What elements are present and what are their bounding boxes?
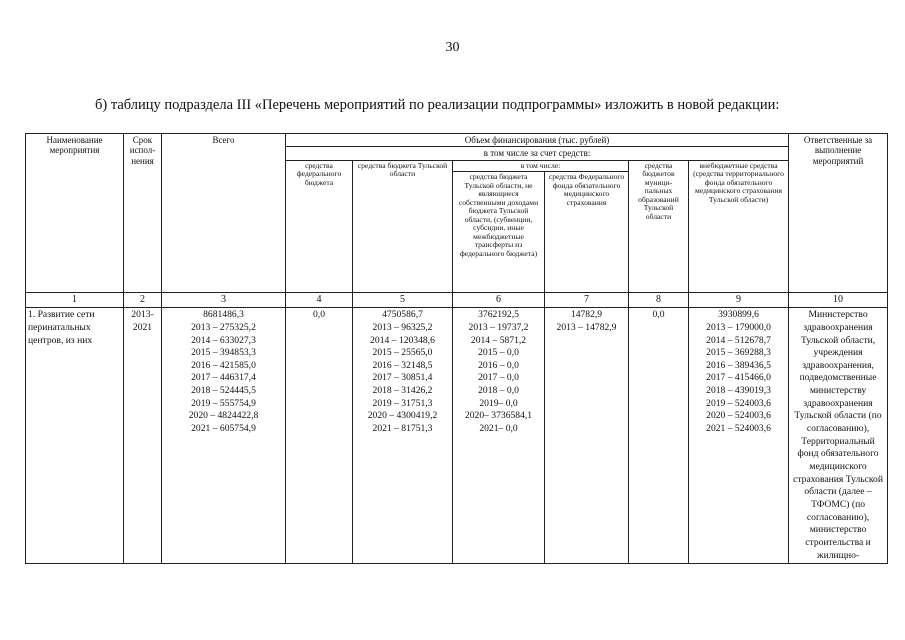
header-total: Всего (162, 134, 286, 293)
total-year: 2013 – 275325,2 (191, 321, 256, 333)
header-incl: в том числе: (453, 160, 629, 172)
regional-year: 2016 – 32148,5 (372, 359, 433, 371)
header-name: Наименование мероприятия (26, 134, 124, 293)
own-regional-year: 2015 – 0,0 (478, 347, 519, 359)
own-regional-year: 2014 – 5871,2 (470, 334, 527, 346)
own-regional-value: 3762192,5 (478, 309, 519, 321)
extrabudget-year: 2018 – 439019,3 (706, 385, 771, 397)
col-num-9: 9 (689, 293, 789, 308)
extrabudget-year: 2015 – 369288,3 (706, 347, 771, 359)
own-regional-year: 2018 – 0,0 (478, 385, 519, 397)
header-responsible: Ответственные за выполнение мероприятий (789, 134, 888, 293)
own-regional-year: 2020– 3736584,1 (464, 410, 533, 422)
header-extrabudget: внебюджетные средства (средства территориального фонда обязательного медицинского страхования Тульской области) (689, 160, 789, 293)
ffoms-year: 2013 – 14782,9 (556, 321, 617, 333)
extrabudget-year: 2021 – 524003,6 (706, 423, 771, 435)
total-year: 2014 – 633027,3 (191, 334, 256, 346)
col-num-10: 10 (789, 293, 888, 308)
regional-year: 2020 – 4300419,2 (367, 410, 438, 422)
total-year: 2017 – 446317,4 (191, 372, 256, 384)
extrabudget-year: 2014 – 512678,7 (706, 334, 771, 346)
own-regional-year: 2016 – 0,0 (478, 359, 519, 371)
extrabudget-year: 2020 – 524003,6 (706, 410, 771, 422)
row-municipal (629, 308, 689, 564)
total-year: 2021 – 605754,9 (191, 423, 256, 435)
total-value: 8681486,3 (203, 309, 244, 321)
col-num-5: 5 (353, 293, 453, 308)
regional-year: 2017 – 30851,4 (372, 372, 433, 384)
row-total (162, 308, 286, 564)
row-own-regional (453, 308, 545, 564)
regional-year: 2021 – 81751,3 (372, 423, 433, 435)
municipal-value: 0,0 (652, 309, 665, 321)
extrabudget-year: 2019 – 524003,6 (706, 397, 771, 409)
col-num-1: 1 (26, 293, 124, 308)
extrabudget-year: 2016 – 389436,5 (706, 359, 771, 371)
row-federal (286, 308, 353, 564)
total-year: 2015 – 394853,3 (191, 347, 256, 359)
regional-year: 2013 – 96325,2 (372, 321, 433, 333)
row-responsible: Министерство здравоохранения Тульской области, учреждения здравоохранения, подведомственные министерству здравоохранения Тульской области (по согласованию), Территориальный фонд обязательного медицинского страхования Тульской области (далее – ТФОМС) (по согласованию), министерство строительства и жилищно- (789, 308, 888, 564)
measures-table (25, 133, 888, 564)
total-year: 2019 – 555754,9 (191, 397, 256, 409)
federal-value: 0,0 (313, 309, 325, 321)
own-regional-year: 2021– 0,0 (479, 423, 518, 435)
header-ffoms: средства Федерального фонда обязательного медицинского страхования (545, 172, 629, 293)
col-num-6: 6 (453, 293, 545, 308)
header-own-regional: средства бюджета Тульской области, не являющиеся собственными доходами бюджета Тульской области, (субвенции, субсидии, иные межбюджетные трансферты из федерального бюджета) (453, 172, 545, 293)
row-name: 1. Развитие сети перинатальных центров, из них (26, 308, 124, 564)
col-num-2: 2 (124, 293, 162, 308)
extrabudget-year: 2013 – 179000,0 (706, 321, 771, 333)
regional-year: 2019 – 31751,3 (372, 397, 433, 409)
header-funding: Объем финансирования (тыс. рублей) (286, 134, 789, 147)
header-federal: средства федерального бюджета (286, 160, 353, 293)
header-regional: средства бюджета Тульской области (353, 160, 453, 293)
header-municipal: средства бюджетов муници-пальных образований Тульской области (629, 160, 689, 293)
regional-value: 4750586,7 (382, 309, 423, 321)
col-num-7: 7 (545, 293, 629, 308)
total-year: 2020 – 4824422,8 (188, 410, 259, 422)
own-regional-year: 2019– 0,0 (479, 397, 518, 409)
ffoms-value: 14782,9 (570, 309, 603, 321)
own-regional-year: 2013 – 19737,2 (468, 321, 529, 333)
section-heading: б) таблицу подраздела III «Перечень мероприятий по реализации подпрограммы» изложить в новой редакции: (95, 97, 780, 113)
regional-year: 2014 – 120348,6 (370, 334, 435, 346)
row-extrabudget (689, 308, 789, 564)
total-year: 2018 – 524445,5 (191, 385, 256, 397)
regional-year: 2018 – 31426,2 (372, 385, 433, 397)
header-term: Срок испол-нения (124, 134, 162, 293)
own-regional-year: 2017 – 0,0 (478, 372, 519, 384)
row-term: 2013-2021 (124, 308, 162, 564)
total-year: 2016 – 421585,0 (191, 359, 256, 371)
col-num-3: 3 (162, 293, 286, 308)
page-number: 30 (445, 40, 460, 55)
extrabudget-value: 3930899,6 (718, 309, 759, 321)
row-ffoms (545, 308, 629, 564)
row-regional (353, 308, 453, 564)
col-num-4: 4 (286, 293, 353, 308)
regional-year: 2015 – 25565,0 (372, 347, 433, 359)
extrabudget-year: 2017 – 415466,0 (706, 372, 771, 384)
header-incl-sources: в том числе за счет средств: (286, 147, 789, 160)
col-num-8: 8 (629, 293, 689, 308)
